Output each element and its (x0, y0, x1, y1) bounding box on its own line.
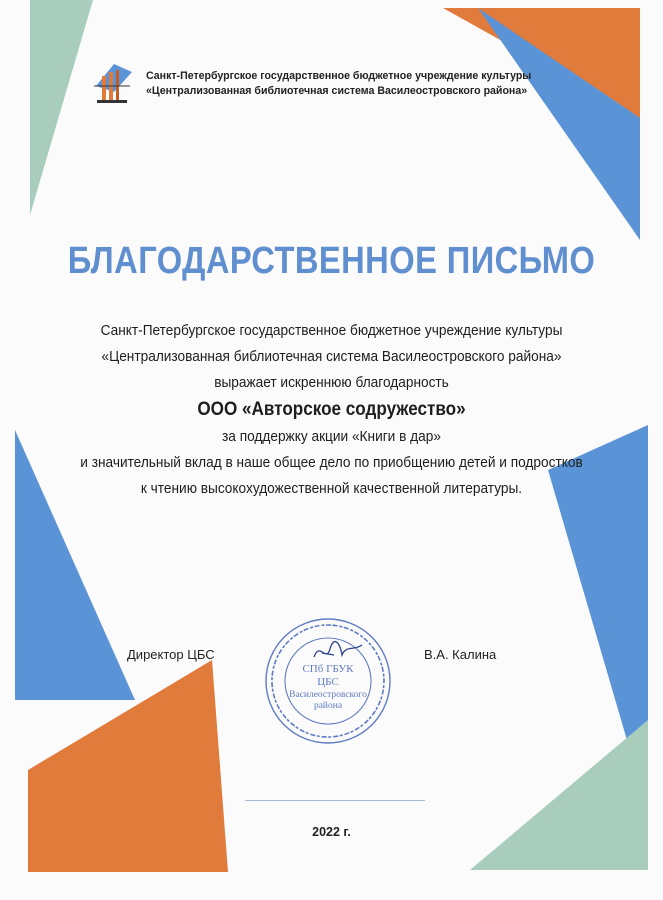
body-line-1: Санкт-Петербургское государственное бюджетное учреждение культуры (100, 322, 563, 339)
recipient-name: ООО «Авторское содружество» (197, 399, 466, 420)
top-left-teal-triangle (30, 0, 93, 215)
body-line-7: к чтению высокохудожественной качественной литературы. (140, 480, 523, 497)
bottom-right-teal-triangle (470, 720, 648, 870)
official-stamp (262, 615, 394, 747)
stamp-line-4: района (313, 701, 343, 711)
body-line-5: за поддержку акции «Книги в дар» (222, 428, 441, 445)
stamp-line-2: ЦБС (317, 676, 339, 688)
body-line-3: выражает искреннюю благодарность (214, 374, 449, 391)
stamp-line-3: Василеостровского (289, 690, 367, 700)
org-header-line-1: Санкт-Петербургское государственное бюджетное учреждение культуры (146, 70, 532, 82)
signature-position: Директор ЦБС (127, 647, 215, 662)
body-line-6: и значительный вклад в наше общее дело по приобщению детей и подростков (80, 454, 583, 471)
signature-name: В.А. Калина (424, 647, 497, 662)
document-date: 2022 г. (312, 825, 351, 839)
handwritten-signature (314, 642, 362, 657)
document-title: БЛАГОДАРСТВЕННОЕ ПИСЬМО (67, 240, 596, 282)
org-header-line-2: «Централизованная библиотечная система Василеостровского района» (146, 85, 528, 97)
divider-line (245, 800, 425, 801)
stamp-line-1: СПб ГБУК (302, 663, 354, 675)
library-logo (92, 56, 138, 106)
org-header (146, 69, 576, 99)
body-line-2: «Централизованная библиотечная система Василеостровского района» (101, 348, 562, 365)
letter-body (0, 318, 663, 502)
